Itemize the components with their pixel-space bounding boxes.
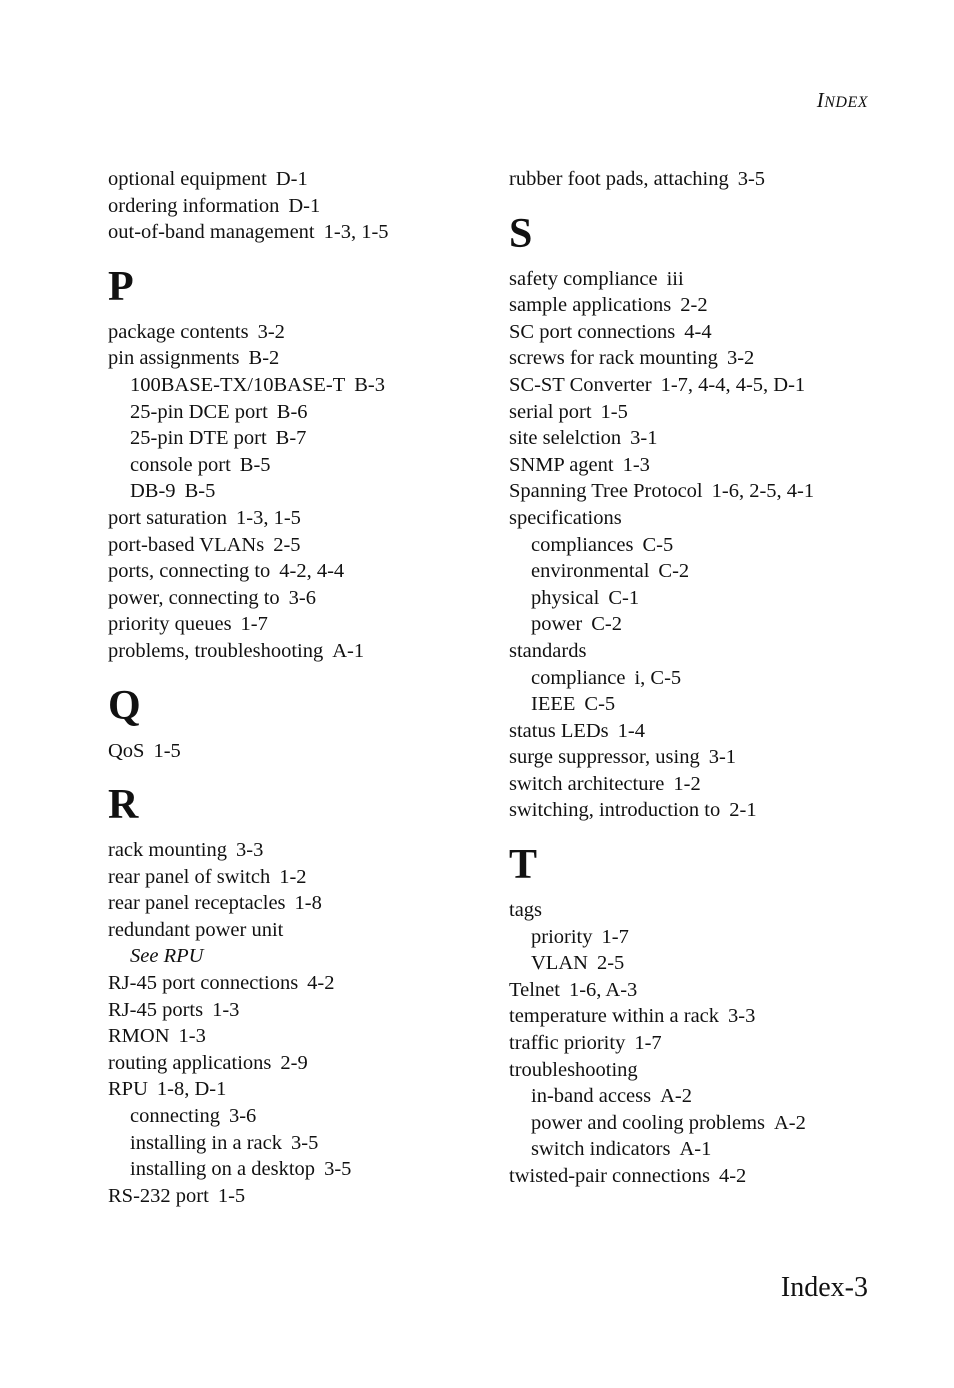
index-term: switch architecture — [509, 772, 665, 795]
running-head-rest: NDEX — [824, 94, 868, 111]
index-group — [108, 263, 498, 665]
index-entry — [509, 319, 899, 346]
index-term: SC port connections — [509, 320, 676, 343]
index-term: troubleshooting — [509, 1058, 638, 1081]
index-entry — [509, 345, 899, 372]
index-term: 25-pin DTE port — [130, 427, 267, 450]
index-page-refs: 1-5 — [153, 739, 181, 762]
index-term: 25-pin DCE port — [130, 400, 268, 423]
index-term: pin assignments — [108, 347, 240, 370]
index-entry — [509, 1163, 899, 1190]
index-page-refs: C-2 — [591, 613, 622, 636]
index-term: installing in a rack — [130, 1131, 282, 1154]
index-subentry — [108, 1130, 498, 1157]
index-term: screws for rack mounting — [509, 347, 718, 370]
index-term: priority — [531, 925, 593, 948]
index-page-refs: 3-1 — [630, 427, 658, 450]
index-group — [509, 166, 899, 193]
index-page-refs: 2-9 — [280, 1051, 308, 1074]
index-term: power, connecting to — [108, 586, 280, 609]
index-term: compliances — [531, 533, 634, 556]
index-entry — [108, 166, 498, 193]
index-term: SC-ST Converter — [509, 373, 652, 396]
index-term: environmental — [531, 560, 650, 583]
index-entry — [509, 771, 899, 798]
index-page-refs: A-2 — [660, 1085, 692, 1108]
index-letter-heading: P — [108, 263, 134, 310]
index-page-refs: 1-2 — [279, 865, 307, 888]
index-entry — [108, 611, 498, 638]
index-subentry — [108, 425, 498, 452]
index-subentry — [108, 372, 498, 399]
index-page-refs: C-5 — [584, 693, 616, 716]
index-subentry — [509, 1136, 899, 1163]
index-term: RMON — [108, 1025, 170, 1048]
index-letter-heading: T — [509, 842, 538, 889]
index-entry — [108, 738, 498, 765]
index-page-refs: 2-1 — [729, 799, 757, 822]
index-term: console port — [130, 453, 231, 476]
index-term: RS-232 port — [108, 1184, 209, 1207]
index-subentry — [108, 478, 498, 505]
index-page-refs: B-6 — [276, 400, 308, 423]
index-page-refs: 1-3 — [212, 998, 240, 1021]
index-subentry — [509, 532, 899, 559]
index-term: sample applications — [509, 294, 672, 317]
index-page-refs: 4-4 — [684, 320, 712, 343]
index-entry — [108, 532, 498, 559]
index-page-refs: A-1 — [332, 639, 365, 662]
index-term: surge suppressor, using — [509, 746, 700, 769]
index-page-refs: 1-3 — [178, 1025, 206, 1048]
index-term: RJ-45 ports — [108, 998, 204, 1021]
index-term: See RPU — [130, 945, 204, 968]
index-page-refs: 3-5 — [291, 1131, 319, 1154]
index-subentry — [509, 611, 899, 638]
index-page-refs: 3-5 — [324, 1158, 352, 1181]
index-term: SNMP agent — [509, 453, 614, 476]
index-term: switching, introduction to — [509, 799, 721, 822]
index-entry — [509, 266, 899, 293]
index-page-refs: i, C-5 — [634, 666, 682, 689]
index-term: tags — [509, 899, 543, 922]
index-entry — [108, 638, 498, 665]
index-entry — [509, 1030, 899, 1057]
index-subentry — [108, 943, 498, 970]
index-entry — [108, 505, 498, 532]
index-page-refs: C-2 — [658, 560, 690, 583]
index-page-refs: 1-7, 4-4, 4-5, D-1 — [660, 373, 806, 396]
index-page-refs: 3-2 — [257, 320, 285, 343]
index-page-refs: 1-5 — [217, 1184, 246, 1207]
index-page-refs: B-5 — [184, 480, 216, 503]
index-entry — [108, 997, 498, 1024]
index-subentry — [509, 558, 899, 585]
index-term: rack mounting — [108, 839, 227, 862]
index-entry — [509, 897, 899, 924]
index-term: DB-9 — [130, 480, 176, 503]
index-entry — [509, 452, 899, 479]
index-page-refs: 1-4 — [617, 719, 645, 742]
index-page-refs: iii — [666, 267, 684, 290]
index-term: power and cooling problems — [531, 1111, 765, 1134]
index-entry — [108, 1023, 498, 1050]
index-term: site selelction — [509, 427, 622, 450]
index-subentry — [509, 950, 899, 977]
index-term: problems, troubleshooting — [108, 639, 324, 662]
index-subentry — [108, 1156, 498, 1183]
index-entry — [509, 1003, 899, 1030]
index-term: Telnet — [509, 978, 560, 1001]
index-term: safety compliance — [509, 267, 658, 290]
index-entry — [509, 977, 899, 1004]
running-head-initial: I — [816, 88, 825, 112]
index-term: ports, connecting to — [108, 560, 271, 583]
index-group — [108, 784, 498, 1209]
index-entry — [509, 372, 899, 399]
index-term: port saturation — [108, 506, 227, 529]
index-term: priority queues — [108, 613, 232, 636]
index-term: in-band access — [531, 1085, 652, 1108]
index-page-refs: 1-2 — [673, 772, 701, 795]
index-entry — [108, 1076, 498, 1103]
index-entry — [509, 292, 899, 319]
index-page-refs: 2-5 — [273, 533, 301, 556]
page-number: Index-3 — [780, 1272, 868, 1303]
index-page-refs: 2-5 — [596, 952, 625, 975]
index-term: Spanning Tree Protocol — [509, 480, 703, 503]
index-page-refs: 1-7 — [601, 925, 629, 948]
index-term: ordering information — [108, 194, 280, 217]
index-entry — [509, 166, 899, 193]
index-page-refs: A-1 — [679, 1138, 712, 1161]
index-term: standards — [509, 639, 587, 662]
index-group — [108, 682, 498, 765]
index-term: port-based VLANs — [108, 533, 265, 556]
index-letter-heading: Q — [108, 682, 141, 729]
index-term: installing on a desktop — [130, 1158, 316, 1181]
index-term: RPU — [108, 1078, 148, 1101]
index-page-refs: 1-7 — [634, 1032, 662, 1055]
index-page-refs: 4-2 — [718, 1165, 747, 1187]
index-page-refs: 1-8 — [294, 892, 322, 915]
index-entry — [509, 797, 899, 824]
index-term: optional equipment — [108, 168, 267, 190]
index-entry — [509, 638, 899, 665]
index-letter-heading: R — [108, 782, 139, 829]
index-page-refs: B-5 — [239, 453, 271, 476]
index-page-refs: 2-2 — [680, 294, 708, 317]
index-page-refs: 1-3 — [622, 453, 650, 476]
index-page-refs: A-2 — [774, 1111, 806, 1134]
index-term: twisted-pair connections — [509, 1165, 710, 1187]
index-page-refs: 3-3 — [236, 839, 264, 862]
index-column-right — [509, 166, 899, 1190]
index-entry — [108, 1050, 498, 1077]
index-page-refs: 3-5 — [737, 168, 766, 190]
index-term: specifications — [509, 506, 622, 529]
index-page-refs: 3-6 — [288, 586, 316, 609]
index-group — [509, 844, 899, 1190]
index-entry — [108, 970, 498, 997]
index-page-refs: 4-2 — [307, 972, 335, 995]
index-term: rear panel of switch — [108, 865, 271, 888]
index-term: redundant power unit — [108, 918, 284, 941]
index-entry — [108, 1183, 498, 1210]
index-page-refs: B-3 — [354, 373, 385, 396]
index-term: 100BASE-TX/10BASE-T — [130, 373, 346, 396]
index-term: RJ-45 port connections — [108, 972, 299, 995]
index-page-refs: 4-2, 4-4 — [279, 560, 345, 583]
index-term: physical — [531, 586, 600, 609]
index-entry — [509, 399, 899, 426]
index-page-refs: 1-6, A-3 — [568, 978, 638, 1001]
index-entry — [108, 864, 498, 891]
index-page-refs: 1-6, 2-5, 4-1 — [711, 480, 815, 503]
index-column-left — [108, 166, 498, 1209]
index-entry — [509, 425, 899, 452]
index-page-refs: 3-1 — [708, 746, 737, 769]
index-subentry — [108, 452, 498, 479]
index-term: rear panel receptacles — [108, 892, 286, 915]
index-entry — [108, 345, 498, 372]
index-page-refs: 3-3 — [728, 1005, 756, 1028]
index-term: out-of-band management — [108, 221, 315, 244]
index-group — [509, 210, 899, 824]
index-entry — [509, 1057, 899, 1084]
index-term: QoS — [108, 739, 145, 762]
index-term: package contents — [108, 320, 249, 343]
index-page-refs: B-7 — [275, 427, 307, 450]
index-page-refs: B-2 — [248, 347, 280, 370]
index-page-refs: 1-3, 1-5 — [236, 506, 301, 529]
index-subentry — [509, 1110, 899, 1137]
index-entry — [509, 744, 899, 771]
index-page-refs: 1-7 — [240, 613, 268, 636]
index-entry — [108, 917, 498, 944]
index-subentry — [108, 1103, 498, 1130]
index-page-refs: 3-2 — [726, 347, 755, 370]
index-page-refs: D-1 — [275, 168, 308, 190]
index-term: power — [531, 613, 583, 636]
index-entry — [108, 193, 498, 220]
index-subentry — [509, 1083, 899, 1110]
index-term: VLAN — [531, 952, 588, 975]
index-term: rubber foot pads, attaching — [509, 168, 729, 190]
index-term: switch indicators — [531, 1138, 671, 1161]
index-entry — [108, 319, 498, 346]
index-term: temperature within a rack — [509, 1005, 720, 1028]
index-subentry — [509, 924, 899, 951]
index-subentry — [108, 399, 498, 426]
index-term: serial port — [509, 400, 592, 423]
index-page-refs: 1-3, 1-5 — [323, 221, 389, 244]
running-head — [817, 88, 868, 113]
index-subentry — [509, 585, 899, 612]
index-entry — [108, 890, 498, 917]
index-entry — [509, 478, 899, 505]
index-subentry — [509, 691, 899, 718]
index-term: traffic priority — [509, 1032, 626, 1055]
index-term: IEEE — [531, 693, 576, 716]
index-term: compliance — [531, 666, 626, 689]
index-group — [108, 166, 498, 246]
index-page-refs: 1-5 — [600, 400, 628, 423]
index-entry — [108, 558, 498, 585]
index-subentry — [509, 665, 899, 692]
index-entry — [108, 585, 498, 612]
index-letter-heading: S — [509, 210, 533, 257]
index-entry — [108, 837, 498, 864]
index-page-refs: 3-6 — [228, 1105, 257, 1128]
index-term: status LEDs — [509, 719, 609, 742]
index-entry — [509, 505, 899, 532]
index-page-refs: D-1 — [288, 194, 321, 217]
index-term: connecting — [130, 1105, 220, 1128]
index-entry — [108, 219, 498, 246]
index-page-refs: 1-8, D-1 — [156, 1078, 227, 1101]
index-page-refs: C-5 — [642, 533, 674, 556]
index-page-refs: C-1 — [608, 586, 640, 609]
index-entry — [509, 718, 899, 745]
index-term: routing applications — [108, 1051, 272, 1074]
